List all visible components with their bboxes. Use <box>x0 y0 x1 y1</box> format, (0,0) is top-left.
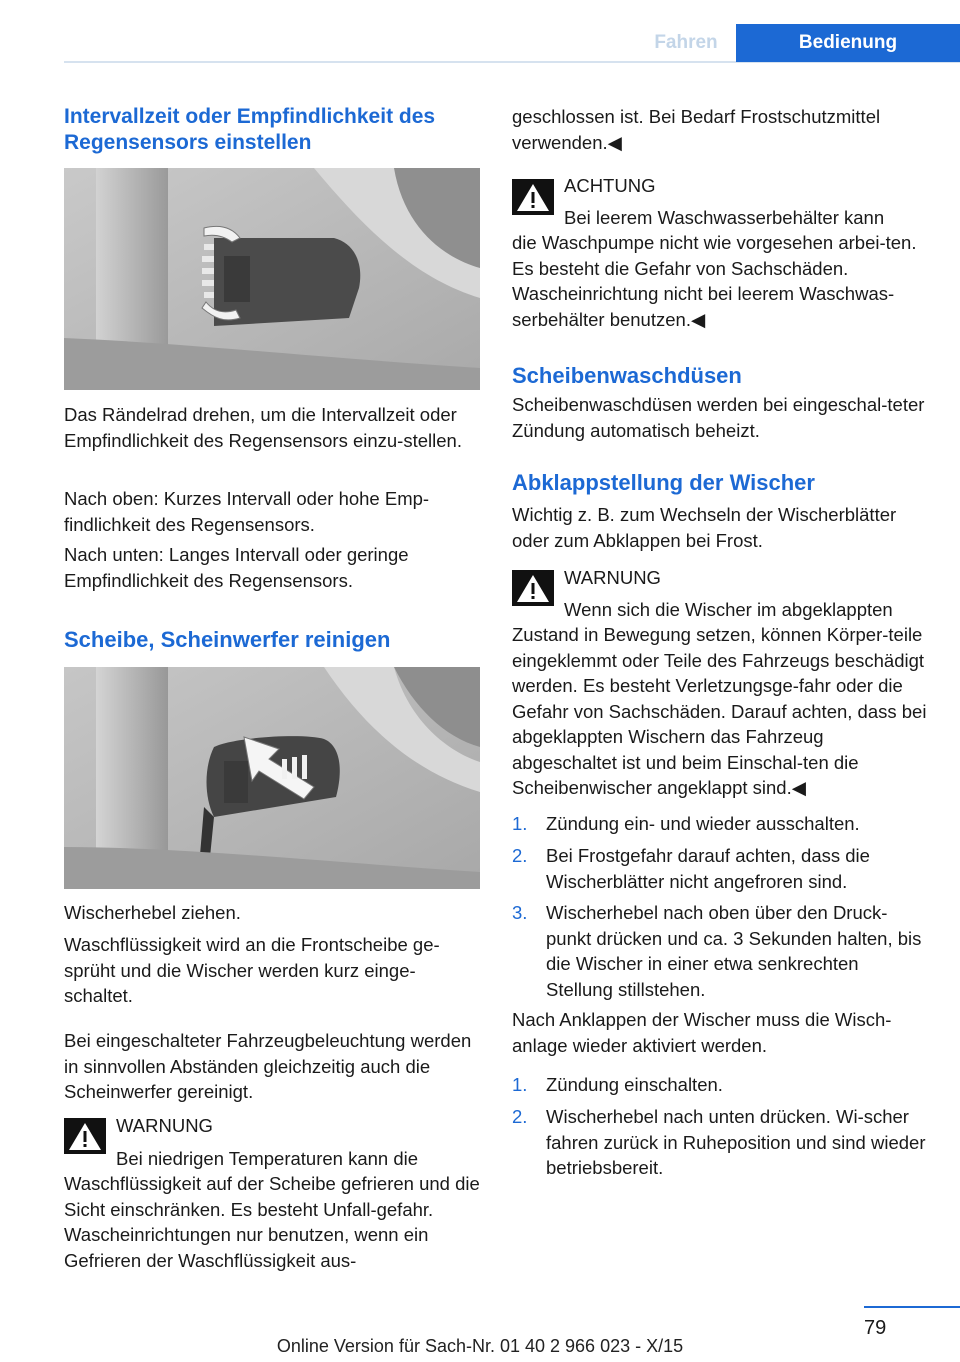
heading-abklappstellung: Abklappstellung der Wischer <box>512 470 815 495</box>
paragraph-intervallzeit: Das Rändelrad drehen, um die Intervallzeit oder Empfindlichkeit des Regensensors einzu-stellen. <box>64 404 462 451</box>
warning-text: Waschflüssigkeit auf der Scheibe gefrieren und die Sicht einschränken. Es besteht Unfall-gefahr. Wascheinrichtungen nur benutzen, wenn ein Gefrieren der Waschflüssigkeit aus- <box>64 1173 480 1271</box>
paragraph-fahrzeugbeleuchtung: Bei eingeschalteter Fahrzeugbeleuchtung werden in sinnvollen Abständen gleichzeitig auch die Scheinwerfer gereinigt. <box>64 1030 472 1102</box>
list-number: 2. <box>512 845 528 866</box>
list-item: Wischerhebel nach oben über den Druck-punkt drücken und ca. 3 Sekunden halten, bis die Wischer in einer etwa senkrechten Stellung stillstehen. <box>546 902 922 1000</box>
caution-line-1: Bei leerem Waschwasserbehälter kann <box>564 207 885 228</box>
caution-title: ACHTUNG <box>564 175 656 196</box>
figure-wiper-lever <box>64 667 480 889</box>
tab-fahren[interactable]: Fahren <box>654 32 718 53</box>
caution-text: die Waschpumpe nicht wie vorgesehen arbei-ten. Es besteht die Gefahr von Sachschäden. Wascheinrichtung nicht bei leerem Waschwas-serbehälter benutzen.◀ <box>512 232 917 330</box>
online-version-footer: Online Version für Sach-Nr. 01 40 2 966 023 - X/15 <box>276 1336 684 1356</box>
warning-icon <box>64 1118 106 1154</box>
paragraph-nach-unten: Nach unten: Langes Intervall oder geringe Empfindlichkeit des Regensensors. <box>64 544 409 591</box>
warning-icon <box>512 570 554 606</box>
wiper-lever-illustration <box>64 667 480 889</box>
caution-icon <box>512 179 554 215</box>
tab-bedienung[interactable]: Bedienung <box>736 24 960 62</box>
list-item: Bei Frostgefahr darauf achten, dass die Wischerblätter nicht angefroren sind. <box>546 845 870 892</box>
list-number: 1. <box>512 813 528 834</box>
paragraph-nach-anklappen: Nach Anklappen der Wischer muss die Wisch-anlage wieder aktiviert werden. <box>512 1009 892 1056</box>
heading-scheibe-reinigen: Scheibe, Scheinwerfer reinigen <box>64 627 391 652</box>
warning-line-1: Bei niedrigen Temperaturen kann die <box>116 1148 419 1169</box>
paragraph-waschfluessigkeit: Waschflüssigkeit wird an die Frontscheibe ge-sprüht und die Wischer werden kurz einge-schaltet. <box>64 934 440 1006</box>
warning2-line-1: Wenn sich die Wischer im abgeklappten <box>564 599 893 620</box>
paragraph-continued: geschlossen ist. Bei Bedarf Frostschutzmittel verwenden.◀ <box>512 106 881 153</box>
page-number-rule <box>864 1306 960 1308</box>
list-item: Wischerhebel nach unten drücken. Wi-scher fahren zurück in Ruheposition und sind wieder betriebsbereit. <box>546 1106 926 1178</box>
paragraph-wischerhebel-ziehen: Wischerhebel ziehen. <box>64 902 241 923</box>
list-number: 3. <box>512 902 528 923</box>
figure-wiper-wheel <box>64 168 480 390</box>
paragraph-scheibenwaschduesen: Scheibenwaschdüsen werden bei eingeschal-teter Zündung automatisch beheizt. <box>512 394 925 441</box>
page-number: 79 <box>864 1317 887 1339</box>
warning2-title: WARNUNG <box>564 567 661 588</box>
paragraph-abklappstellung: Wichtig z. B. zum Wechseln der Wischerblätter oder zum Abklappen bei Frost. <box>512 504 897 551</box>
warning2-text: Zustand in Bewegung setzen, können Körper-teile eingeklemmt oder Teile des Fahrzeugs beschädigt werden. Es besteht Verletzungsge-fahr oder die Gefahr von Sachschäden. Darauf achten, dass bei abgeklappten Wischern das Fahrzeug abgeschaltet ist und beim Einschal-ten die Scheibenwischer angeklappt sind.◀ <box>512 624 927 798</box>
list-number: 1. <box>512 1074 528 1095</box>
heading-scheibenwaschduesen: Scheibenwaschdüsen <box>512 363 742 388</box>
list-item: Zündung ein- und wieder ausschalten. <box>546 813 860 834</box>
paragraph-nach-oben: Nach oben: Kurzes Intervall oder hohe Emp-findlichkeit des Regensensors. <box>64 488 430 535</box>
list-number: 2. <box>512 1106 528 1127</box>
heading-intervallzeit: Intervallzeit oder Empfindlichkeit des Regensensors einstellen <box>64 105 436 154</box>
wiper-wheel-illustration <box>64 168 480 390</box>
warning-title: WARNUNG <box>116 1115 213 1136</box>
list-item: Zündung einschalten. <box>546 1074 723 1095</box>
